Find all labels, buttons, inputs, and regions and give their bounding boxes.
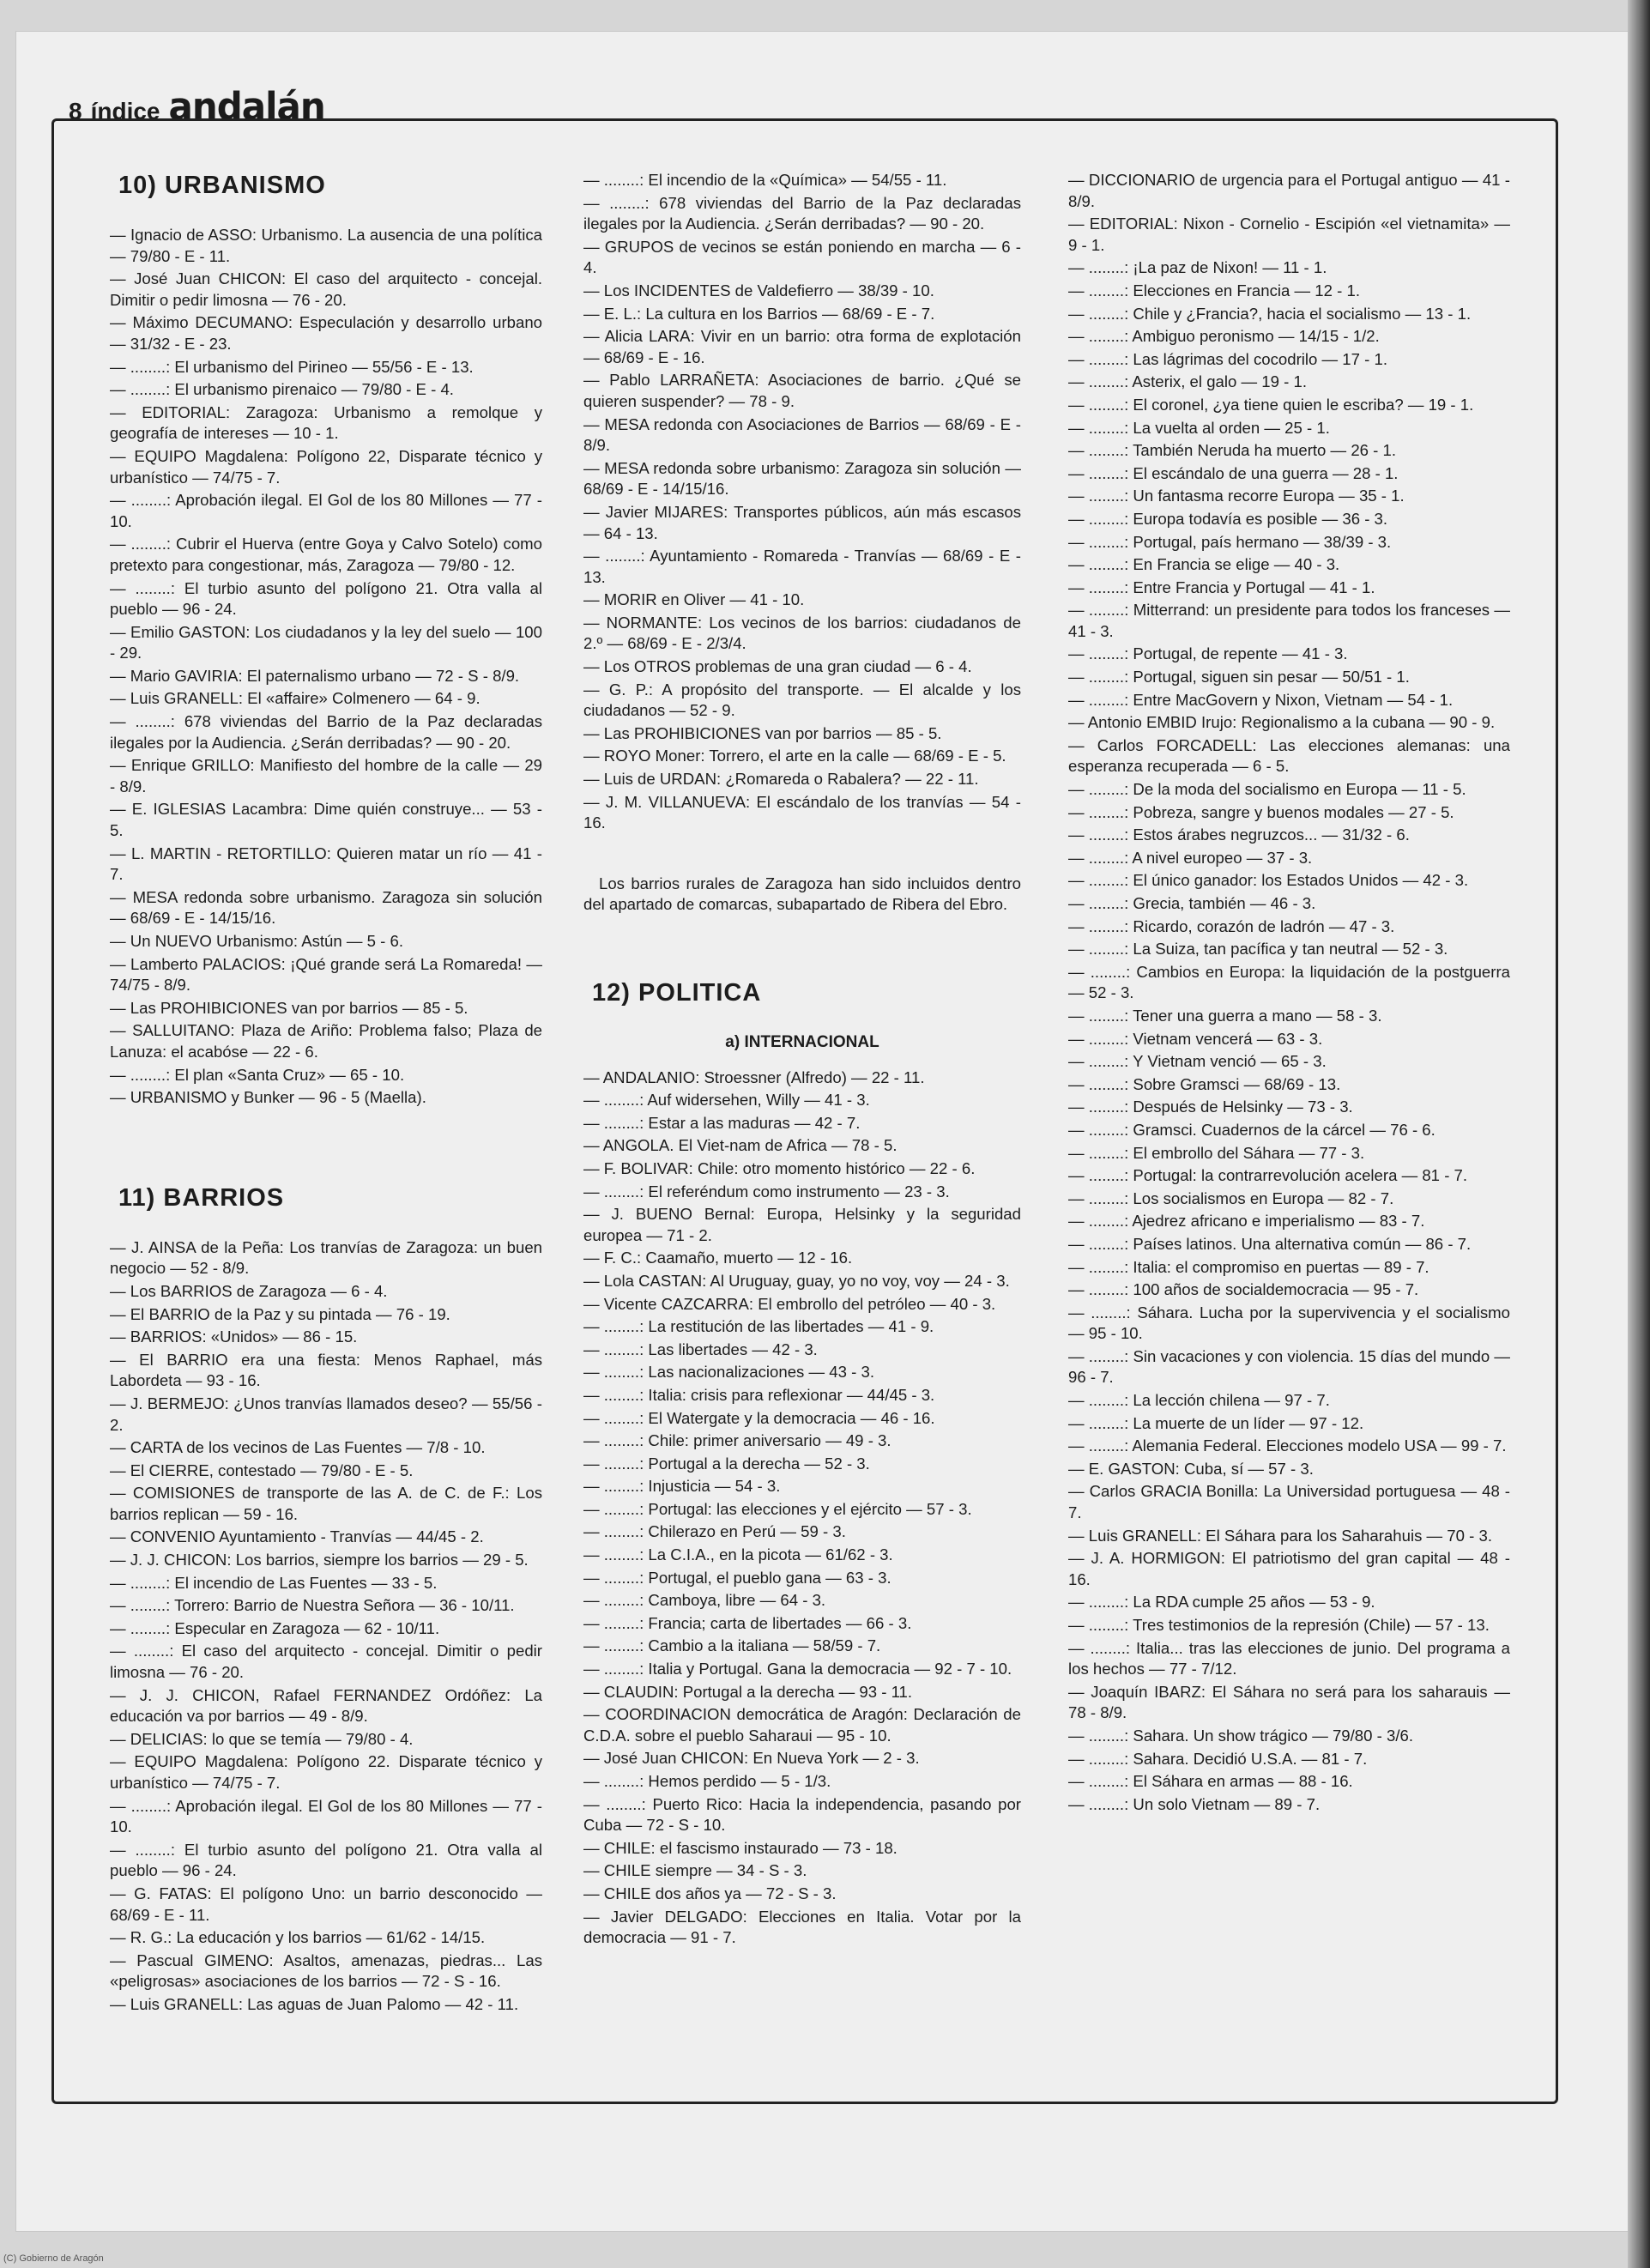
- index-entry: — ........: Italia... tras las elecciones de junio. Del programa a los hechos — 77 - 7/12.: [1068, 1638, 1510, 1678]
- index-entry: — DELICIAS: lo que se temía — 79/80 - 4.: [110, 1729, 414, 1748]
- index-entry: — ........: Sin vacaciones y con violencia. 15 días del mundo — 96 - 7.: [1068, 1346, 1510, 1387]
- index-entry: — José Juan CHICON: En Nueva York — 2 - 3.: [583, 1749, 920, 1768]
- index-entry: — ........: Italia: el compromiso en puertas — 89 - 7.: [1068, 1257, 1429, 1276]
- index-entry: — Lola CASTAN: Al Uruguay, guay, yo no voy, voy — 24 - 3.: [583, 1271, 1010, 1290]
- index-entry: — DICCIONARIO de urgencia para el Portugal antiguo — 41 - 8/9.: [1068, 171, 1510, 210]
- index-entry: — ........: Mitterrand: un presidente para todos los franceses — 41 - 3.: [1068, 601, 1510, 640]
- index-entry: — ........: Puerto Rico: Hacia la independencia, pasando por Cuba — 72 - S - 10.: [583, 1794, 1021, 1835]
- index-entry: — ........: ¡La paz de Nixon! — 11 - 1.: [1068, 258, 1327, 277]
- index-entry: — MESA redonda con Asociaciones de Barrios — 68/69 - E - 8/9.: [583, 414, 1021, 455]
- index-entry: — ........: De la moda del socialismo en Europa — 11 - 5.: [1068, 780, 1466, 799]
- index-entry: — ........: Estos árabes negruzcos... — 31/32 - 6.: [1068, 826, 1410, 844]
- index-entry: — E. GASTON: Cuba, sí — 57 - 3.: [1068, 1459, 1314, 1478]
- index-entry: — ........: El turbio asunto del polígono 21. Otra valla al pueblo — 96 - 24.: [110, 1840, 542, 1880]
- index-entry: — ........: Especular en Zaragoza — 62 - 10/11.: [110, 1618, 440, 1637]
- index-entry: — Pablo LARRAÑETA: Asociaciones de barrio. ¿Qué se quieren suspender? — 78 - 9.: [583, 371, 1021, 410]
- index-entry: — Vicente CAZCARRA: El embrollo del petróleo — 40 - 3.: [583, 1294, 996, 1313]
- index-entry: — COMISIONES de transporte de las A. de C. de F.: Los barrios replican — 59 - 16.: [110, 1484, 542, 1523]
- index-entry: — ........: Italia: crisis para reflexionar — 44/45 - 3.: [583, 1385, 935, 1404]
- index-entry: — ........: La lección chilena — 97 - 7.: [1068, 1391, 1330, 1410]
- index-entry: — BARRIOS: «Unidos» — 86 - 15.: [110, 1328, 358, 1346]
- index-entry: — ........: 678 viviendas del Barrio de la Paz declaradas ilegales por la Audiencia. ¿Serán derribadas? — 90 - 20.: [583, 193, 1021, 233]
- index-entry: — ........: El Watergate y la democracia — 46 - 16.: [583, 1408, 935, 1427]
- index-entry: — ........: El turbio asunto del polígono 21. Otra valla al pueblo — 96 - 24.: [110, 578, 542, 619]
- section-title-barrios: 11) BARRIOS: [118, 1183, 285, 1212]
- column-2: [583, 170, 1021, 1950]
- index-entry: — ........: Y Vietnam venció — 65 - 3.: [1068, 1052, 1327, 1071]
- index-entry: — Mario GAVIRIA: El paternalismo urbano — 72 - S - 8/9.: [110, 666, 520, 685]
- politica-entries: [583, 1067, 1021, 1949]
- index-entry: — ........: Italia y Portugal. Gana la democracia — 92 - 7 - 10.: [583, 1660, 1012, 1678]
- subsection-title-internacional: a) INTERNACIONAL: [725, 1033, 879, 1051]
- index-entry: — ........: Ambiguo peronismo — 14/15 - 1/2.: [1068, 327, 1380, 346]
- index-entry: — F. C.: Caamaño, muerto — 12 - 16.: [583, 1249, 853, 1267]
- index-entry: — ........: El único ganador: los Estados Unidos — 42 - 3.: [1068, 871, 1469, 890]
- column-1: [110, 170, 542, 2017]
- index-entry: — ........: Sobre Gramsci — 68/69 - 13.: [1068, 1074, 1341, 1093]
- index-entry: — EQUIPO Magdalena: Polígono 22, Disparate técnico y urbanístico — 74/75 - 7.: [110, 446, 542, 487]
- index-entry: — ........: El coronel, ¿ya tiene quien le escriba? — 19 - 1.: [1068, 395, 1474, 414]
- index-entry: — ........: Auf widersehen, Willy — 41 - 3.: [583, 1091, 870, 1110]
- index-entry: — ........: Vietnam vencerá — 63 - 3.: [1068, 1029, 1323, 1048]
- index-entry: — ........: La muerte de un líder — 97 - 12.: [1068, 1413, 1364, 1432]
- page-binding-edge: [1628, 0, 1650, 2268]
- index-entry: — Los BARRIOS de Zaragoza — 6 - 4.: [110, 1281, 388, 1300]
- index-entry: — ........: Portugal, siguen sin pesar — 50/51 - 1.: [1068, 668, 1410, 686]
- index-entry: — Lamberto PALACIOS: ¡Qué grande será La Romareda! — 74/75 - 8/9.: [110, 954, 542, 995]
- section-title-politica: 12) POLITICA: [592, 979, 762, 1007]
- index-entry: — J. J. CHICON, Rafael FERNANDEZ Ordóñez: La educación va por barrios — 49 - 8/9.: [110, 1685, 542, 1726]
- index-entry: — ........: Portugal, país hermano — 38/39 - 3.: [1068, 532, 1392, 551]
- index-entry: — ........: Portugal, el pueblo gana — 63 - 3.: [583, 1568, 891, 1587]
- index-entry: — Luis GRANELL: El «affaire» Colmenero — 64 - 9.: [110, 689, 480, 708]
- barrios-entries-continued: [583, 170, 1021, 834]
- barrios-note: Los barrios rurales de Zaragoza han sido incluidos dentro del apartado de comarcas, subapartado de Ribera del Ebro.: [583, 874, 1021, 914]
- index-entry: — Pascual GIMENO: Asaltos, amenazas, piedras... Las «peligrosas» asociaciones de los barrios — 72 - S - 16.: [110, 1950, 542, 1991]
- index-entry: — ........: Países latinos. Una alternativa común — 86 - 7.: [1068, 1234, 1472, 1253]
- page-number: 8: [69, 98, 82, 124]
- index-entry: — G. P.: A propósito del transporte. — El alcalde y los ciudadanos — 52 - 9.: [583, 680, 1021, 720]
- index-entry: — ........: Un solo Vietnam — 89 - 7.: [1068, 1794, 1321, 1813]
- politica-entries-continued: [1068, 170, 1510, 1815]
- index-entry: — ........: Portugal a la derecha — 52 - 3.: [583, 1454, 870, 1473]
- index-entry: — ROYO Moner: Torrero, el arte en la calle — 68/69 - E - 5.: [583, 747, 1006, 765]
- index-entry: — SALLUITANO: Plaza de Ariño: Problema falso; Plaza de Lanuza: el acabóse — 22 - 6.: [110, 1021, 542, 1061]
- index-entry: — ........: Ayuntamiento - Romareda - Tranvías — 68/69 - E - 13.: [583, 547, 1021, 586]
- index-entry: — ........: Ajedrez africano e imperialismo — 83 - 7.: [1068, 1212, 1425, 1231]
- index-entry: — ........: Tres testimonios de la represión (Chile) — 57 - 13.: [1068, 1616, 1490, 1634]
- index-entry: — Las PROHIBICIONES van por barrios — 85 - 5.: [583, 723, 942, 742]
- index-entry: — ANDALANIO: Stroessner (Alfredo) — 22 - 11.: [583, 1067, 925, 1086]
- index-entry: — CLAUDIN: Portugal a la derecha — 93 - 11.: [583, 1682, 913, 1701]
- index-entry: — ........: Europa todavía es posible — 36 - 3.: [1068, 509, 1388, 528]
- index-entry: — J. BERMEJO: ¿Unos tranvías llamados deseo? — 55/56 - 2.: [110, 1394, 542, 1434]
- index-entry: — ........: Los socialismos en Europa — 82 - 7.: [1068, 1188, 1394, 1207]
- index-entry: — ........: Sáhara. Lucha por la supervivencia y el socialismo — 95 - 10.: [1068, 1303, 1510, 1343]
- magazine-logo: andalán: [168, 84, 325, 130]
- index-entry: — ........: 100 años de socialdemocracia — 95 - 7.: [1068, 1280, 1419, 1299]
- index-entry: — MESA redonda sobre urbanismo. Zaragoza sin solución — 68/69 - E - 14/15/16.: [110, 887, 542, 928]
- index-entry: — ........: El plan «Santa Cruz» — 65 - 10.: [110, 1065, 405, 1084]
- index-entry: — ........: Francia; carta de libertades — 66 - 3.: [583, 1613, 912, 1632]
- index-entry: — ........: El escándalo de una guerra — 28 - 1.: [1068, 463, 1399, 482]
- index-entry: — Los OTROS problemas de una gran ciudad — 6 - 4.: [583, 657, 972, 676]
- index-entry: — José Juan CHICON: El caso del arquitecto - concejal. Dimitir o pedir limosna — 76 - 20.: [110, 269, 542, 309]
- index-entry: — Enrique GRILLO: Manifiesto del hombre de la calle — 29 - 8/9.: [110, 756, 542, 795]
- section-word: índice: [90, 98, 160, 124]
- index-entry: — ........: Chilerazo en Perú — 59 - 3.: [583, 1522, 846, 1541]
- index-entry: — ........: La C.I.A., en la picota — 61/62 - 3.: [583, 1545, 893, 1564]
- index-entry: — Antonio EMBID Irujo: Regionalismo a la cubana — 90 - 9.: [1068, 713, 1496, 732]
- index-entry: — ........: El embrollo del Sáhara — 77 - 3.: [1068, 1143, 1365, 1162]
- index-entry: — CHILE: el fascismo instaurado — 73 - 18.: [583, 1838, 898, 1857]
- index-entry: — J. M. VILLANUEVA: El escándalo de los tranvías — 54 - 16.: [583, 792, 1021, 832]
- index-entry: — MORIR en Oliver — 41 - 10.: [583, 590, 805, 609]
- index-entry: — ........: Elecciones en Francia — 12 - 1.: [1068, 281, 1360, 299]
- image-credit: (C) Gobierno de Aragón: [3, 2253, 104, 2264]
- column-3: [1068, 170, 1510, 1817]
- index-entry: — Javier MIJARES: Transportes públicos, aún más escasos — 64 - 13.: [583, 502, 1021, 542]
- index-entry: — ........: Portugal: la contrarrevolución acelera — 81 - 7.: [1068, 1166, 1468, 1185]
- index-entry: — ANGOLA. El Viet-nam de Africa — 78 - 5.: [583, 1136, 898, 1155]
- index-entry: — ........: Cambios en Europa: la liquidación de la postguerra — 52 - 3.: [1068, 962, 1510, 1002]
- index-entry: — EDITORIAL: Nixon - Cornelio - Escipión «el vietnamita» — 9 - 1.: [1068, 215, 1510, 254]
- index-entry: — CHILE dos años ya — 72 - S - 3.: [583, 1884, 837, 1902]
- index-entry: — ........: El incendio de la «Química» — 54/55 - 11.: [583, 171, 947, 189]
- index-entry: — ........: 678 viviendas del Barrio de la Paz declaradas ilegales por la Audiencia. ¿Serán derribadas? — 90 - 20.: [110, 712, 542, 752]
- index-entry: — ........: Pobreza, sangre y buenos modales — 27 - 5.: [1068, 802, 1454, 821]
- index-entry: — ........: Aprobación ilegal. El Gol de los 80 Millones — 77 - 10.: [110, 1796, 542, 1836]
- index-entry: — CHILE siempre — 34 - S - 3.: [583, 1861, 807, 1880]
- index-entry: — ........: Alemania Federal. Elecciones modelo USA — 99 - 7.: [1068, 1436, 1507, 1455]
- index-entry: — E. L.: La cultura en los Barrios — 68/69 - E - 7.: [583, 304, 935, 323]
- index-entry: — ........: Estar a las maduras — 42 - 7.: [583, 1113, 861, 1132]
- index-entry: — MESA redonda sobre urbanismo: Zaragoza sin solución — 68/69 - E - 14/15/16.: [583, 458, 1021, 499]
- index-entry: — Alicia LARA: Vivir en un barrio: otra forma de explotación — 68/69 - E - 16.: [583, 327, 1021, 366]
- index-entry: — Luis GRANELL: Las aguas de Juan Palomo — 42 - 11.: [110, 1994, 519, 2013]
- index-entry: — El CIERRE, contestado — 79/80 - E - 5.: [110, 1461, 414, 1479]
- index-entry: — ........: Chile: primer aniversario — 49 - 3.: [583, 1431, 891, 1450]
- index-entry: — EDITORIAL: Zaragoza: Urbanismo a remolque y geografía de intereses — 10 - 1.: [110, 402, 542, 443]
- index-entry: — ........: La vuelta al orden — 25 - 1.: [1068, 418, 1330, 437]
- index-entry: — Luis de URDAN: ¿Romareda o Rabalera? — 22 - 11.: [583, 770, 979, 789]
- index-entry: — EQUIPO Magdalena: Polígono 22. Disparate técnico y urbanístico — 74/75 - 7.: [110, 1752, 542, 1792]
- index-entry: — ........: Torrero: Barrio de Nuestra Señora — 36 - 10/11.: [110, 1596, 515, 1615]
- index-entry: — ........: La RDA cumple 25 años — 53 - 9.: [1068, 1593, 1375, 1612]
- index-entry: — R. G.: La educación y los barrios — 61/62 - 14/15.: [110, 1928, 486, 1947]
- index-entry: — ........: El caso del arquitecto - concejal. Dimitir o pedir limosna — 76 - 20.: [110, 1642, 542, 1682]
- index-entry: — J. AINSA de la Peña: Los tranvías de Zaragoza: un buen negocio — 52 - 8/9.: [110, 1237, 542, 1278]
- index-entry: — ........: También Neruda ha muerto — 26 - 1.: [1068, 441, 1397, 460]
- index-entry: — NORMANTE: Los vecinos de los barrios: ciudadanos de 2.º — 68/69 - E - 2/3/4.: [583, 613, 1021, 653]
- index-entry: — El BARRIO de la Paz y su pintada — 76 - 19.: [110, 1304, 450, 1323]
- index-entry: — ........: Gramsci. Cuadernos de la cárcel — 76 - 6.: [1068, 1120, 1435, 1139]
- index-entry: — ........: Chile y ¿Francia?, hacia el socialismo — 13 - 1.: [1068, 304, 1472, 323]
- index-entry: — ........: El incendio de Las Fuentes — 33 - 5.: [110, 1573, 438, 1592]
- index-entry: — ........: Las libertades — 42 - 3.: [583, 1340, 818, 1358]
- index-entry: — El BARRIO era una fiesta: Menos Raphael, más Labordeta — 93 - 16.: [110, 1350, 542, 1390]
- index-entry: — F. BOLIVAR: Chile: otro momento histórico — 22 - 6.: [583, 1158, 976, 1177]
- index-entry: — ........: Ricardo, corazón de ladrón — 47 - 3.: [1068, 916, 1395, 935]
- index-entry: — CARTA de los vecinos de Las Fuentes — 7/8 - 10.: [110, 1438, 486, 1457]
- index-entry: — Un NUEVO Urbanismo: Astún — 5 - 6.: [110, 932, 404, 950]
- index-entry: — E. IGLESIAS Lacambra: Dime quién construye... — 53 - 5.: [110, 800, 542, 840]
- index-entry: — CONVENIO Ayuntamiento - Tranvías — 44/45 - 2.: [110, 1527, 484, 1546]
- index-entry: — ........: Las lágrimas del cocodrilo — 17 - 1.: [1068, 349, 1388, 368]
- index-entry: — J. BUENO Bernal: Europa, Helsinky y la seguridad europea — 71 - 2.: [583, 1205, 1021, 1244]
- index-entry: — ........: La Suiza, tan pacífica y tan neutral — 52 - 3.: [1068, 940, 1448, 959]
- index-entry: — ........: Cubrir el Huerva (entre Goya y Calvo Sotelo) como pretexto para congestionar, más, Zaragoza — 79/80 - 12.: [110, 535, 542, 574]
- index-entry: — ........: Un fantasma recorre Europa — 35 - 1.: [1068, 487, 1405, 505]
- index-entry: — ........: La restitución de las libertades — 41 - 9.: [583, 1317, 934, 1336]
- index-entry: — ........: Entre Francia y Portugal — 41 - 1.: [1068, 578, 1375, 596]
- index-entry: — ........: El urbanismo pirenaico — 79/80 - E - 4.: [110, 380, 454, 399]
- index-entry: — ........: Cambio a la italiana — 58/59 - 7.: [583, 1636, 881, 1655]
- index-entry: — Máximo DECUMANO: Especulación y desarrollo urbano — 31/32 - E - 23.: [110, 313, 542, 353]
- index-entry: — J. A. HORMIGON: El patriotismo del gran capital — 48 - 16.: [1068, 1549, 1510, 1588]
- index-entry: — Joaquín IBARZ: El Sáhara no será para los saharauis — 78 - 8/9.: [1068, 1682, 1510, 1722]
- index-entry: — Carlos GRACIA Bonilla: La Universidad portuguesa — 48 - 7.: [1068, 1482, 1510, 1522]
- urbanismo-entries: [110, 225, 542, 1109]
- index-entry: — ........: Las nacionalizaciones — 43 - 3.: [583, 1363, 874, 1382]
- index-entry: — ........: A nivel europeo — 37 - 3.: [1068, 848, 1313, 867]
- index-entry: — ........: El referéndum como instrumento — 23 - 3.: [583, 1182, 950, 1201]
- index-entry: — Ignacio de ASSO: Urbanismo. La ausencia de una política — 79/80 - E - 11.: [110, 226, 542, 265]
- index-entry: — ........: Hemos perdido — 5 - 1/3.: [583, 1772, 831, 1790]
- index-entry: — COORDINACION democrática de Aragón: Declaración de C.D.A. sobre el pueblo Saharaui — 95 - 10.: [583, 1705, 1021, 1745]
- index-entry: — Luis GRANELL: El Sáhara para los Saharahuis — 70 - 3.: [1068, 1526, 1493, 1545]
- index-entry: — ........: Después de Helsinky — 73 - 3.: [1068, 1098, 1353, 1116]
- section-title-urbanismo: 10) URBANISMO: [118, 172, 326, 199]
- index-entry: — ........: Tener una guerra a mano — 58 - 3.: [1068, 1006, 1382, 1025]
- index-entry: — ........: Sahara. Un show trágico — 79/80 - 3/6.: [1068, 1726, 1414, 1745]
- index-entry: — Los INCIDENTES de Valdefierro — 38/39 - 10.: [583, 281, 934, 299]
- barrios-entries: [110, 1237, 542, 2016]
- index-entry: — ........: Grecia, también — 46 - 3.: [1068, 894, 1316, 912]
- index-entry: — Las PROHIBICIONES van por barrios — 85 - 5.: [110, 998, 468, 1017]
- index-entry: — J. J. CHICON: Los barrios, siempre los barrios — 29 - 5.: [110, 1551, 529, 1569]
- index-entry: — ........: El urbanismo del Pirineo — 55/56 - E - 13.: [110, 357, 474, 376]
- index-entry: — ........: Camboya, libre — 64 - 3.: [583, 1591, 826, 1610]
- index-entry: — ........: Asterix, el galo — 19 - 1.: [1068, 372, 1307, 391]
- index-entry: — ........: Portugal: las elecciones y el ejército — 57 - 3.: [583, 1499, 972, 1518]
- index-entry: — ........: Aprobación ilegal. El Gol de los 80 Millones — 77 - 10.: [110, 491, 542, 530]
- index-entry: — L. MARTIN - RETORTILLO: Quieren matar un río — 41 - 7.: [110, 844, 542, 884]
- index-entry: — Emilio GASTON: Los ciudadanos y la ley del suelo — 100 - 29.: [110, 622, 542, 662]
- index-entry: — URBANISMO y Bunker — 96 - 5 (Maella).: [110, 1088, 426, 1107]
- index-entry: — Javier DELGADO: Elecciones en Italia. Votar por la democracia — 91 - 7.: [583, 1907, 1021, 1947]
- index-entry: — GRUPOS de vecinos se están poniendo en marcha — 6 - 4.: [583, 237, 1021, 277]
- index-entry: — ........: En Francia se elige — 40 - 3.: [1068, 555, 1340, 574]
- index-entry: — ........: Injusticia — 54 - 3.: [583, 1477, 781, 1496]
- index-entry: — ........: El Sáhara en armas — 88 - 16.: [1068, 1772, 1353, 1791]
- index-entry: — G. FATAS: El polígono Uno: un barrio desconocido — 68/69 - E - 11.: [110, 1884, 542, 1924]
- index-entry: — ........: Entre MacGovern y Nixon, Vietnam — 54 - 1.: [1068, 690, 1454, 709]
- index-entry: — ........: Sahara. Decidió U.S.A. — 81 - 7.: [1068, 1749, 1368, 1768]
- index-entry: — ........: Portugal, de repente — 41 - 3.: [1068, 644, 1348, 663]
- index-entry: — Carlos FORCADELL: Las elecciones alemanas: una esperanza recuperada — 6 - 5.: [1068, 735, 1510, 776]
